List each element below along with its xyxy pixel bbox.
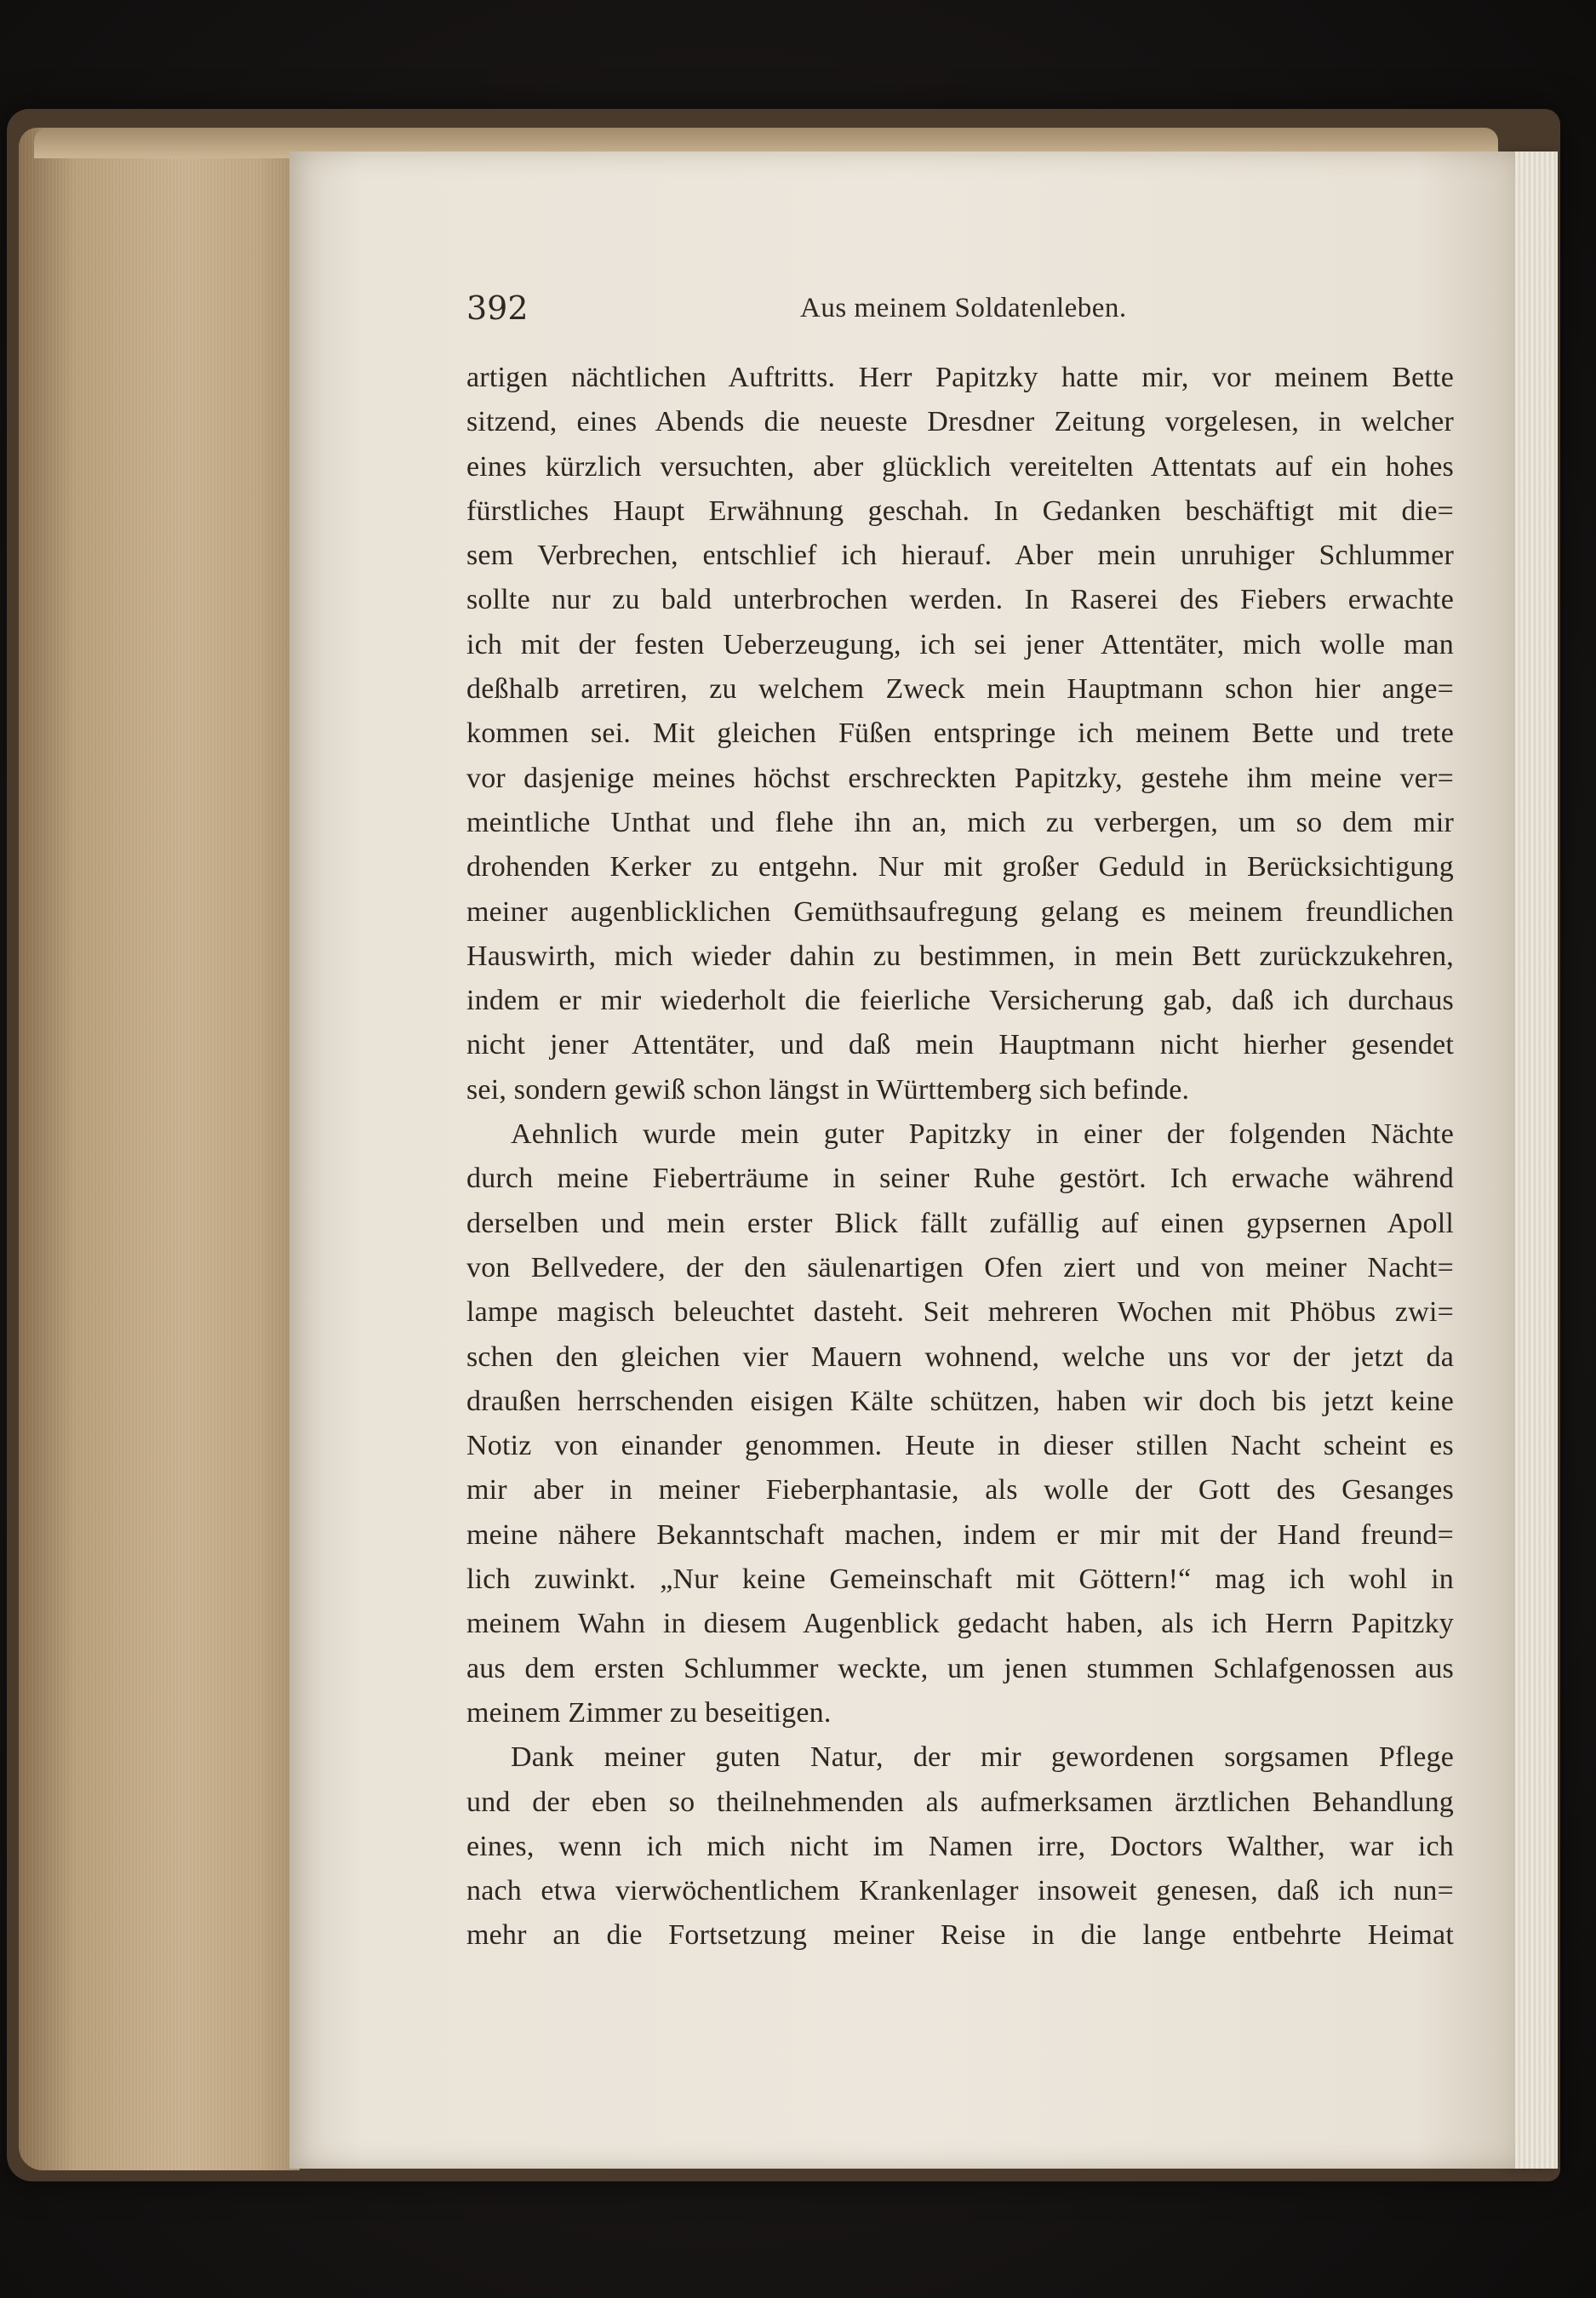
text-line: meinem Wahn in diesem Augenblick gedacht haben, als ich Herrn Papitzky [466,1608,1454,1640]
text-line: meinem Zimmer zu beseitigen. [466,1696,832,1729]
text-line: sitzend, eines Abends die neueste Dresdner Zeitung vorgelesen, in welcher [466,406,1454,438]
page-number: 392 [466,289,529,327]
text-line: vor dasjenige meines höchst erschreckten Papitzky, gestehe ihm meine ver= [466,762,1454,794]
text-line: indem er mir wiederholt die feierliche Versicherung gab, daß ich durchaus [466,985,1454,1017]
text-line: fürstliches Haupt Erwähnung geschah. In Gedanken beschäftigt mit die= [466,494,1454,527]
text-line: nach etwa vierwöchentlichem Krankenlager insoweit genesen, daß ich nun= [466,1875,1454,1907]
text-line: Hauswirth, mich wieder dahin zu bestimmen, in mein Bett zurückzukehren, [466,940,1454,972]
text-line: sem Verbrechen, entschlief ich hierauf. Aber mein unruhiger Schlummer [466,540,1454,572]
text-line: meine nähere Bekanntschaft machen, indem er mir mit der Hand freund= [466,1518,1454,1551]
text-line: eines, wenn ich mich nicht im Namen irre, Doctors Walther, war ich [466,1830,1454,1862]
text-line: Dank meiner guten Natur, der mir gewordenen sorgsamen Pflege [511,1741,1454,1774]
body-text [466,356,1454,1958]
text-line: sei, sondern gewiß schon längst in Württemberg sich befinde. [466,1073,1190,1106]
text-line: eines kürzlich versuchten, aber glücklich vereitelten Attentats auf ein hohes [466,450,1454,483]
text-line: und der eben so theilnehmenden als aufmerksamen ärztlichen Behandlung [466,1786,1454,1818]
text-line: meiner augenblicklichen Gemüthsaufregung gelang es meinem freundlichen [466,895,1454,928]
page-fore-edge [19,128,300,2170]
text-line: Notiz von einander genommen. Heute in dieser stillen Nacht scheint es [466,1430,1454,1462]
running-head: Aus meinem Soldatenleben. [800,293,1127,323]
text-line: draußen herrschenden eisigen Kälte schützen, haben wir doch bis jetzt keine [466,1385,1454,1417]
text-line: lich zuwinkt. „Nur keine Gemeinschaft mit Göttern!“ mag ich wohl in [466,1563,1454,1596]
text-line: mehr an die Fortsetzung meiner Reise in die lange entbehrte Heimat [466,1919,1454,1952]
text-line: sollte nur zu bald unterbrochen werden. In Raserei des Fiebers erwachte [466,584,1454,616]
page-header [466,289,1454,332]
text-line: drohenden Kerker zu entgehn. Nur mit großer Geduld in Berücksichtigung [466,851,1454,883]
text-line: deßhalb arretiren, zu welchem Zweck mein Hauptmann schon hier ange= [466,673,1454,706]
text-line: aus dem ersten Schlummer weckte, um jenen stummen Schlafgenossen aus [466,1652,1454,1684]
text-line: Aehnlich wurde mein guter Papitzky in einer der folgenden Nächte [511,1118,1454,1151]
text-line: meintliche Unthat und flehe ihn an, mich zu verbergen, um so dem mir [466,806,1454,838]
text-line: von Bellvedere, der den säulenartigen Ofen ziert und von meiner Nacht= [466,1251,1454,1283]
text-line: durch meine Fieberträume in seiner Ruhe gestört. Ich erwache während [466,1163,1454,1195]
text-line: mir aber in meiner Fieberphantasie, als wolle der Gott des Gesanges [466,1474,1454,1506]
text-line: nicht jener Attentäter, und daß mein Hauptmann nicht hierher gesendet [466,1029,1454,1061]
text-line: schen den gleichen vier Mauern wohnend, welche uns vor der jetzt da [466,1340,1454,1373]
text-line: kommen sei. Mit gleichen Füßen entspringe ich meinem Bette und trete [466,717,1454,750]
text-line: ich mit der festen Ueberzeugung, ich sei jener Attentäter, mich wolle man [466,628,1454,660]
text-line: derselben und mein erster Blick fällt zufällig auf einen gypsernen Apoll [466,1207,1454,1239]
text-line: lampe magisch beleuchtet dasteht. Seit mehreren Wochen mit Phöbus zwi= [466,1296,1454,1329]
text-line: artigen nächtlichen Auftritts. Herr Papitzky hatte mir, vor meinem Bette [466,362,1454,393]
